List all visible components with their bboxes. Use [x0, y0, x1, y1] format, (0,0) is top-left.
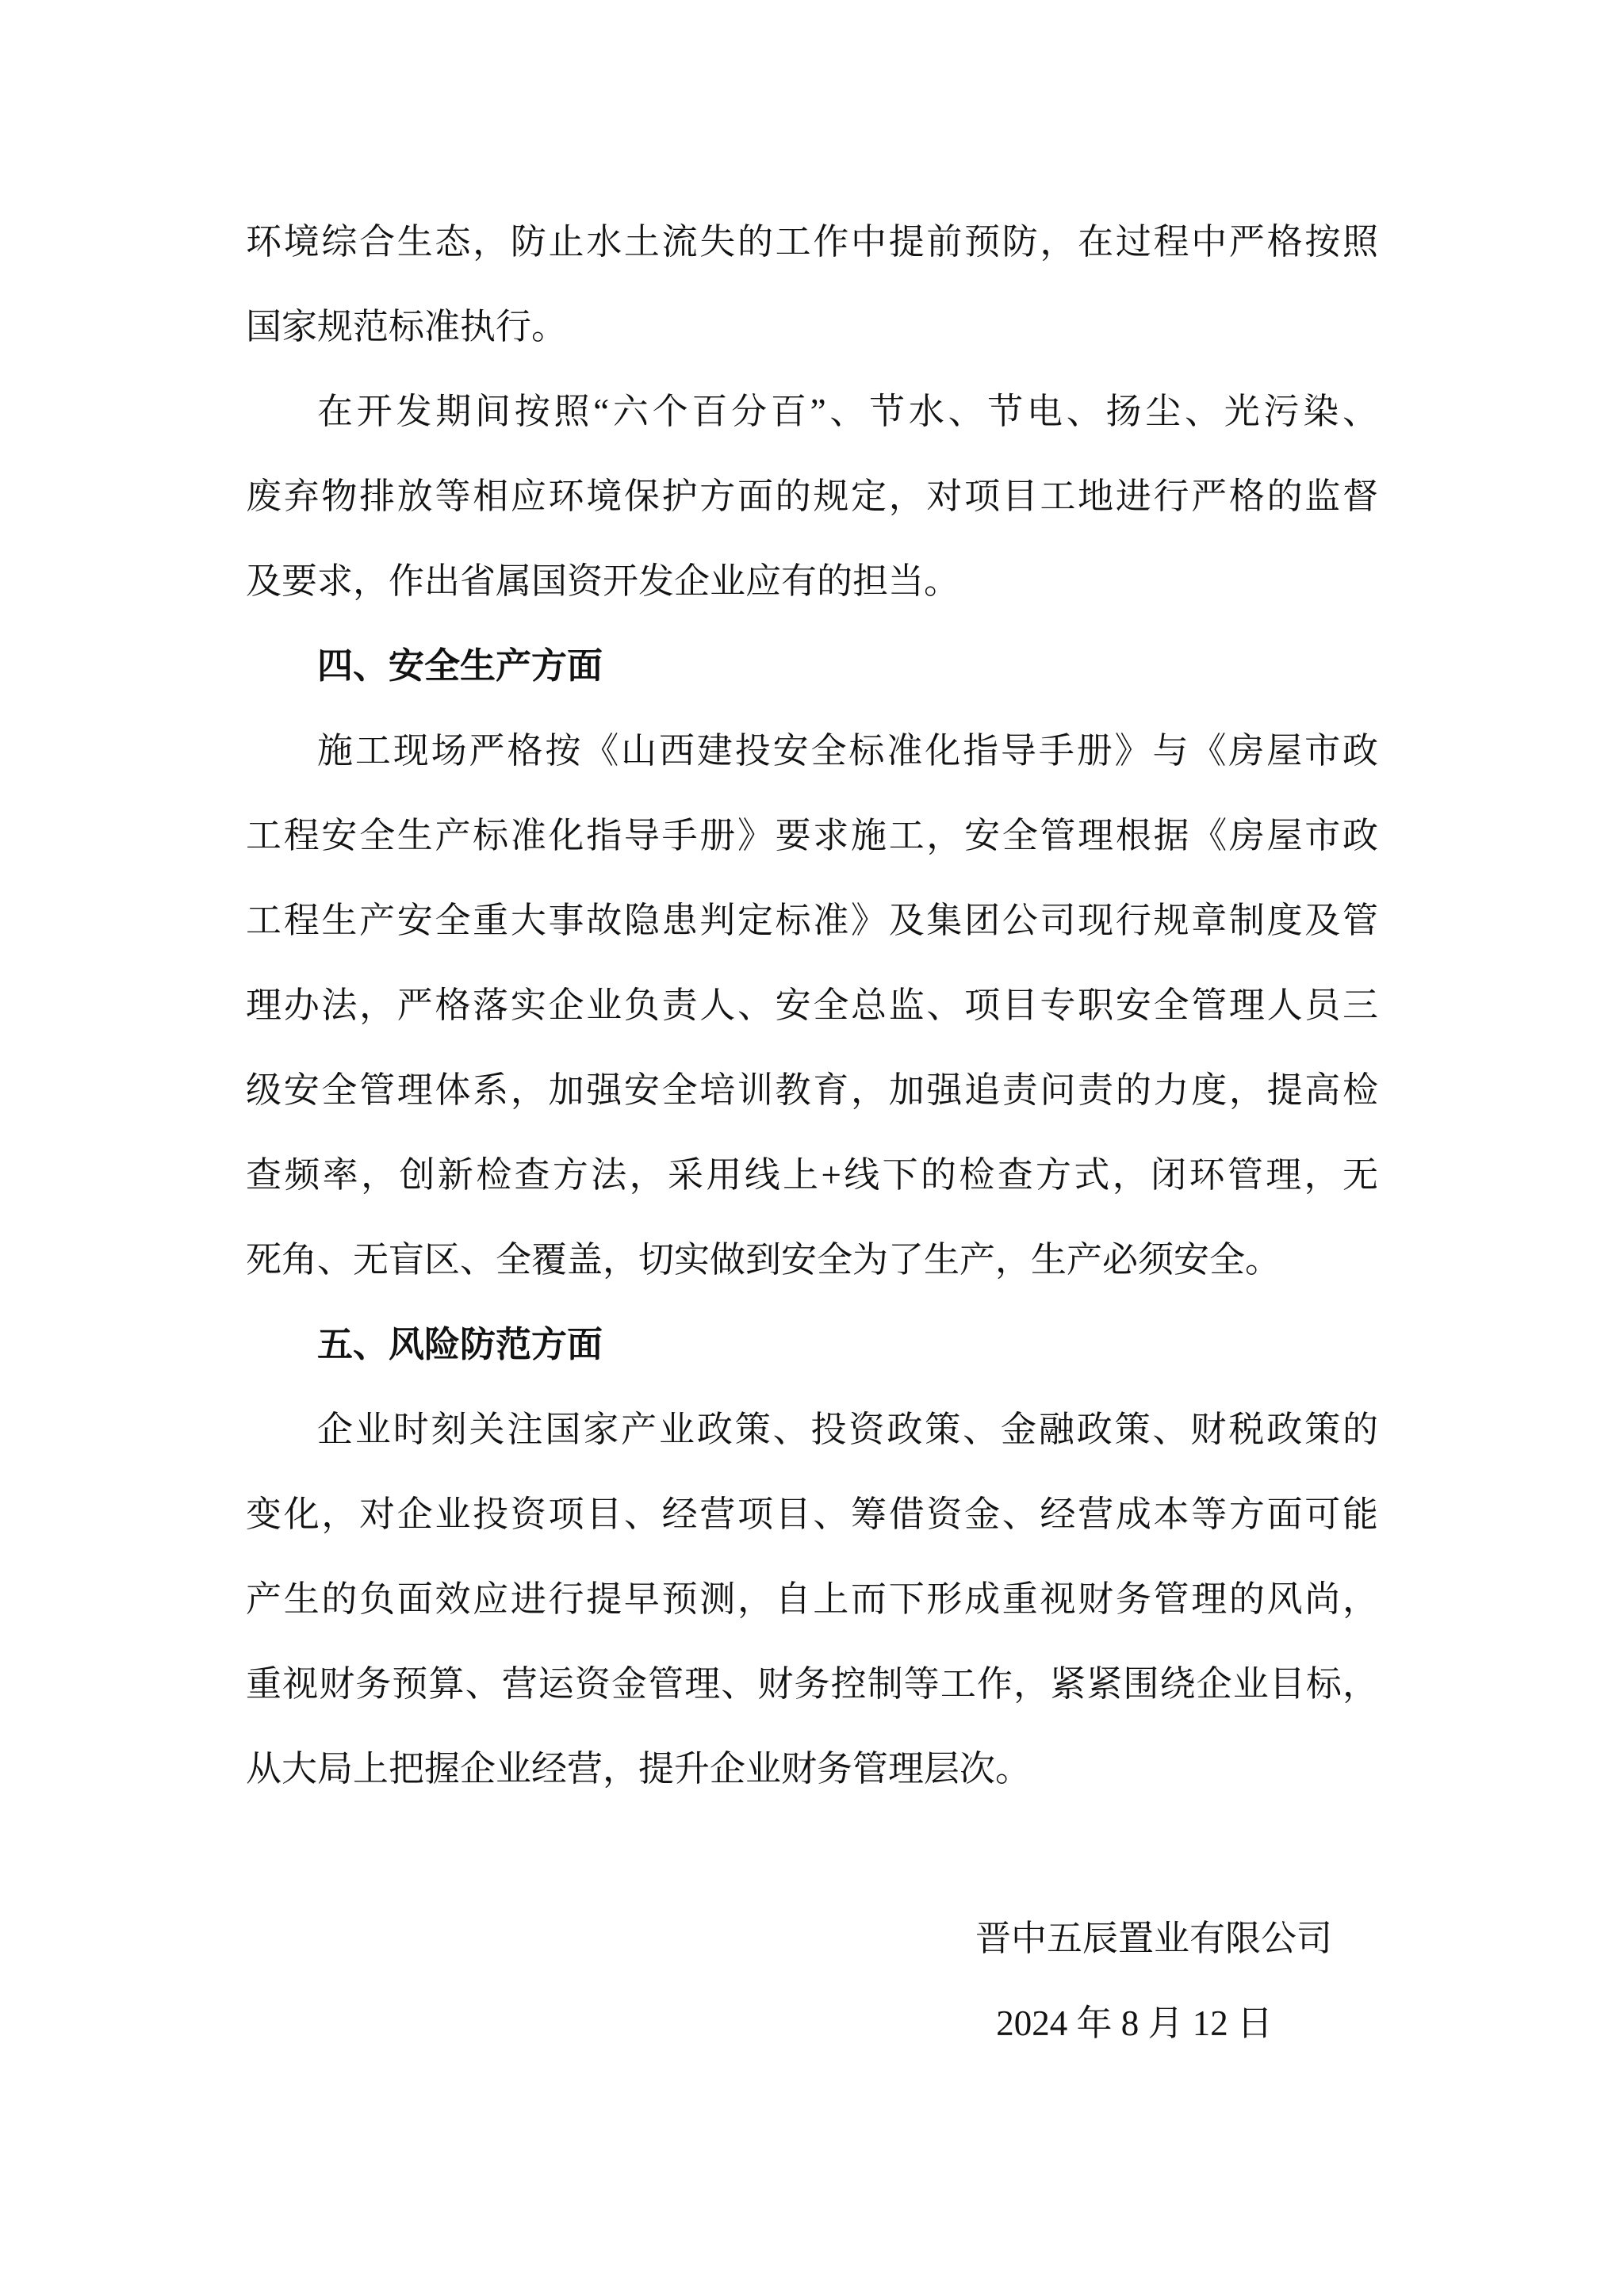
- blank-line: [246, 1812, 1378, 1896]
- text-line: 及要求，作出省属国资开发企业应有的担当。: [246, 561, 960, 601]
- section-heading: 四、安全生产方面: [317, 646, 603, 686]
- text-line: 查频率，创新检查方法，采用线上+线下的检查方式，闭环管理，无: [246, 1155, 1378, 1195]
- text-line: 死角、无盲区、全覆盖，切实做到安全为了生产，生产必须安全。: [246, 1240, 1281, 1280]
- text-line: 环境综合生态，防止水土流失的工作中提前预防，在过程中严格按照: [246, 222, 1378, 262]
- signature-date: 2024 年 8 月 12 日: [996, 2003, 1273, 2043]
- text-line: 从大局上把握企业经营，提升企业财务管理层次。: [246, 1749, 1032, 1789]
- text-line: 施工现场严格按《山西建投安全标准化指导手册》与《房屋市政: [317, 731, 1378, 771]
- signature-company: 晋中五辰置业有限公司: [975, 1919, 1332, 1958]
- text-line: 重视财务预算、营运资金管理、财务控制等工作，紧紧围绕企业目标，: [246, 1664, 1378, 1704]
- text-line: 废弃物排放等相应环境保护方面的规定，对项目工地进行严格的监督: [246, 476, 1378, 516]
- text-line: 理办法，严格落实企业负责人、安全总监、项目专职安全管理人员三: [246, 985, 1378, 1025]
- document-lines: [246, 200, 1378, 2066]
- text-line: 工程安全生产标准化指导手册》要求施工，安全管理根据《房屋市政: [246, 816, 1378, 855]
- text-line: 工程生产安全重大事故隐患判定标准》及集团公司现行规章制度及管: [246, 901, 1378, 940]
- text-line: 企业时刻关注国家产业政策、投资政策、金融政策、财税政策的: [317, 1410, 1378, 1449]
- text-line: 产生的负面效应进行提早预测，自上而下形成重视财务管理的风尚，: [246, 1579, 1378, 1619]
- text-line: 级安全管理体系，加强安全培训教育，加强追责问责的力度，提高检: [246, 1070, 1378, 1110]
- text-line: 变化，对企业投资项目、经营项目、筹借资金、经营成本等方面可能: [246, 1494, 1378, 1534]
- text-line: 在开发期间按照“六个百分百”、节水、节电、扬尘、光污染、: [317, 392, 1378, 431]
- section-heading: 五、风险防范方面: [317, 1325, 603, 1364]
- text-line: 国家规范标准执行。: [246, 307, 568, 346]
